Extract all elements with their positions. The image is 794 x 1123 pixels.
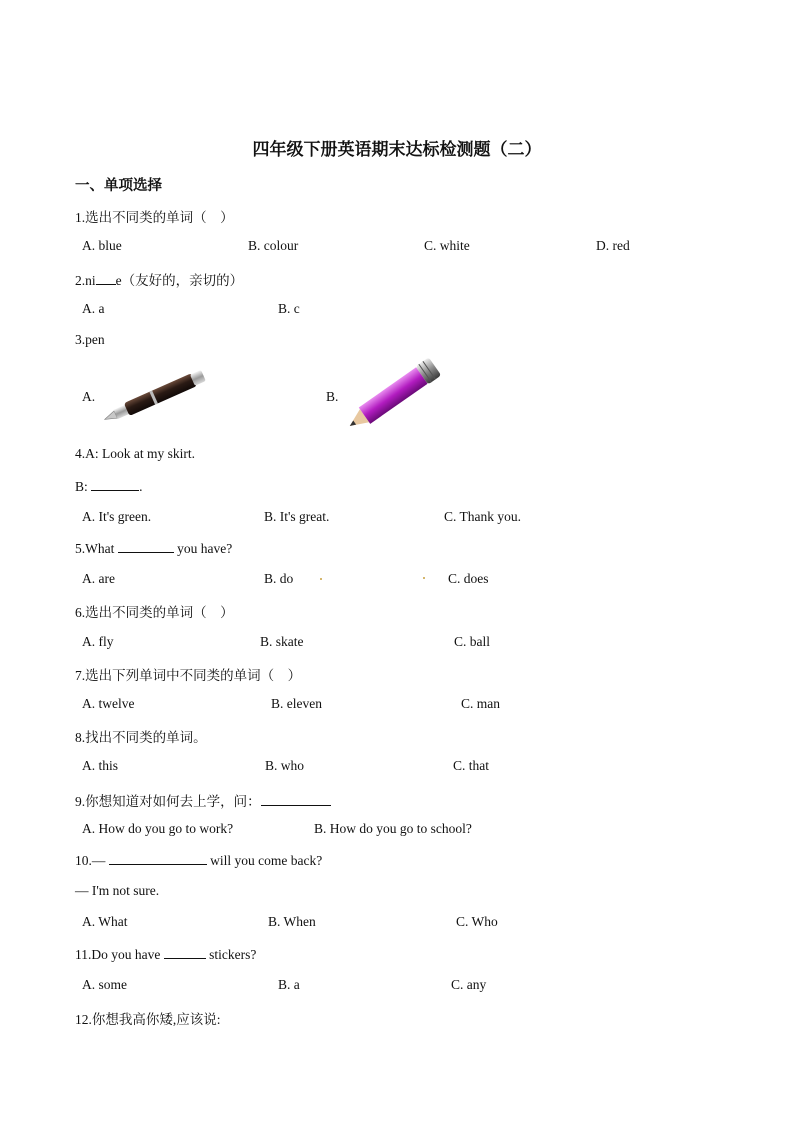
question-5-option-b[interactable]: B. do xyxy=(264,571,294,586)
question-2-stem-pre: 2.ni xyxy=(75,273,96,288)
question-7-option-c[interactable]: C. man xyxy=(461,696,500,711)
question-10-stem xyxy=(75,852,322,869)
question-4-stem: 4.A: Look at my skirt. xyxy=(75,446,195,461)
question-2-stem-post: e（友好的，亲切的） xyxy=(115,273,244,288)
question-10-option-b[interactable]: B. When xyxy=(268,914,316,929)
pencil-icon xyxy=(338,352,450,443)
question-10-line-2: — I'm not sure. xyxy=(75,883,160,898)
question-6-option-b[interactable]: B. skate xyxy=(260,634,304,649)
question-3-stem: 3.pen xyxy=(75,332,105,347)
question-12-stem: 12.你想我高你矮,应该说: xyxy=(75,1012,221,1027)
question-9-option-b[interactable]: B. How do you go to school? xyxy=(314,821,472,836)
question-6-option-a[interactable]: A. fly xyxy=(82,634,114,649)
question-6-stem: 6.选出不同类的单词（ ） xyxy=(75,605,234,620)
section-heading: 一、单项选择 xyxy=(75,178,162,194)
question-2-option-b[interactable]: B. c xyxy=(278,301,300,316)
question-1-stem: 1.选出不同类的单词（ ） xyxy=(75,210,234,225)
question-5-option-c[interactable]: C. does xyxy=(448,571,489,586)
question-10-option-c[interactable]: C. Who xyxy=(456,914,498,929)
question-7-option-b[interactable]: B. eleven xyxy=(271,696,322,711)
question-5-stem-pre: 5.What xyxy=(75,541,118,556)
answer-blank xyxy=(118,540,174,553)
question-10-stem-post: will you come back? xyxy=(206,853,323,868)
question-1-option-c[interactable]: C. white xyxy=(424,238,470,253)
question-10-stem-pre: 10.— xyxy=(75,853,109,868)
question-8-option-a[interactable]: A. this xyxy=(82,758,119,773)
question-9-option-a[interactable]: A. How do you go to work? xyxy=(82,821,234,836)
question-7-stem: 7.选出下列单词中不同类的单词（ ） xyxy=(75,668,302,683)
question-2-stem xyxy=(75,269,243,289)
answer-blank xyxy=(261,793,331,806)
stray-dot xyxy=(423,577,425,579)
question-4-option-a[interactable]: A. It's green. xyxy=(82,509,152,524)
question-4-line-2-pre: B: xyxy=(75,479,92,494)
question-2-option-a[interactable]: A. a xyxy=(82,301,105,316)
question-5-stem-post: you have? xyxy=(173,541,233,556)
question-1-option-a[interactable]: A. blue xyxy=(82,238,122,253)
stray-dot xyxy=(320,578,322,580)
question-1-option-b[interactable]: B. colour xyxy=(248,238,299,253)
page-title: 四年级下册英语期末达标检测题（二） xyxy=(252,140,542,159)
question-1-option-d[interactable]: D. red xyxy=(596,238,630,253)
question-4-option-b[interactable]: B. It's great. xyxy=(264,509,330,524)
question-4-line-2-post: . xyxy=(139,479,143,494)
question-4-option-c[interactable]: C. Thank you. xyxy=(444,509,521,524)
fountain-pen-icon xyxy=(96,360,214,439)
answer-blank xyxy=(109,852,207,865)
answer-blank xyxy=(164,946,206,959)
question-11-stem-post: stickers? xyxy=(205,947,257,962)
question-5-option-a[interactable]: A. are xyxy=(82,571,115,586)
question-11-stem xyxy=(75,946,256,963)
question-7-option-a[interactable]: A. twelve xyxy=(82,696,135,711)
question-8-stem: 8.找出不同类的单词。 xyxy=(75,730,207,745)
question-10-option-a[interactable]: A. What xyxy=(82,914,128,929)
question-3-option-b[interactable]: B. xyxy=(326,389,339,404)
question-11-option-a[interactable]: A. some xyxy=(82,977,127,992)
answer-blank xyxy=(96,272,116,285)
question-6-option-c[interactable]: C. ball xyxy=(454,634,490,649)
question-5-stem xyxy=(75,540,232,557)
question-11-option-c[interactable]: C. any xyxy=(451,977,487,992)
question-11-option-b[interactable]: B. a xyxy=(278,977,300,992)
answer-blank xyxy=(91,478,139,491)
question-8-option-b[interactable]: B. who xyxy=(265,758,305,773)
question-9-stem-text: 9.你想知道对如何去上学，问： xyxy=(75,794,261,809)
question-3-option-a[interactable]: A. xyxy=(82,389,96,404)
question-8-option-c[interactable]: C. that xyxy=(453,758,489,773)
question-11-stem-pre: 11.Do you have xyxy=(75,947,164,962)
question-4-line-2 xyxy=(75,478,143,495)
question-9-stem xyxy=(75,790,331,810)
